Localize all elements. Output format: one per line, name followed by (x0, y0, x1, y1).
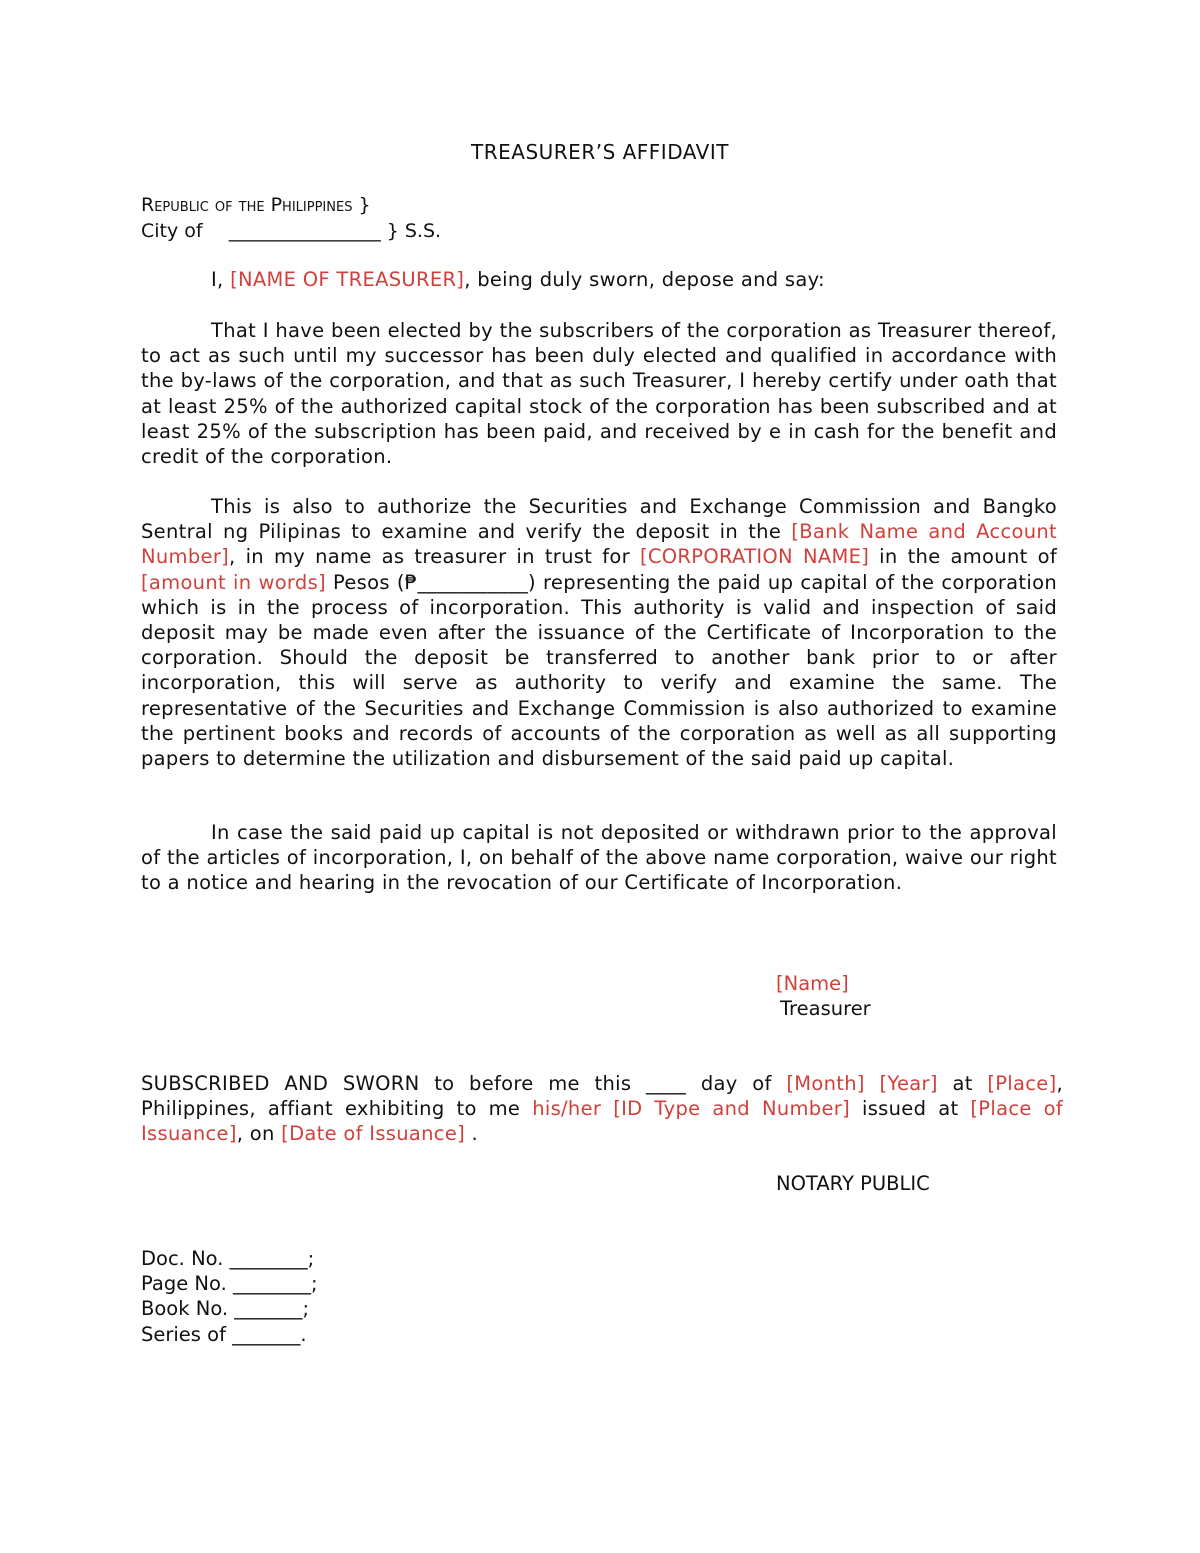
jurat-part6: . (465, 1122, 479, 1146)
jurat-space1 (865, 1072, 880, 1095)
month-placeholder: [Month] (786, 1072, 865, 1095)
venue-city-blank: ________________ (228, 220, 381, 242)
p2-part3: in the amount of (869, 545, 1057, 569)
p2-part4: Pesos (₱___________) representing the paid up capital of the corporation which is in the process of incorporation. This authority is valid and inspection of said deposit may be made even after the issuance of the Certificate of Incorporation to the corporation. Should the deposit be transferred to another bank prior to or after incorporation, this will serve as authority to verify and examine the same. The representative of the Securities and Exchange Commission is also authorized to examine the pertinent books and records of accounts of the corporation as well as all supporting papers to determine the utilization and disbursement of the said paid up capital. (141, 570, 1057, 771)
p2-part2: , in my name as treasurer in trust for (229, 545, 640, 569)
jurat-part2: at (937, 1072, 988, 1095)
intro-line (211, 267, 825, 292)
signatory-title: Treasurer (780, 997, 871, 1020)
pronoun-placeholder: his/her (532, 1097, 602, 1121)
year-placeholder: [Year] (879, 1072, 938, 1095)
venue-republic-brace: } (358, 194, 371, 216)
notary-register-block (141, 1246, 318, 1347)
p2-part1: This is also to authorize the Securities and Exchange Commission and Bangko Sentral ng Pilipinas to examine and verify the deposit in the (141, 495, 1057, 544)
place-placeholder: [Place] (987, 1072, 1057, 1095)
jurat-space2 (601, 1097, 613, 1120)
jurat-paragraph (141, 1071, 1063, 1147)
page-no-line: Page No. ________; (141, 1272, 318, 1296)
jurat-part1: SUBSCRIBED AND SWORN to before me this ____ day of (141, 1072, 787, 1095)
id-placeholder: [ID Type and Number] (613, 1097, 850, 1121)
jurat-part4: issued at (850, 1097, 971, 1121)
paragraph-waiver: In case the said paid up capital is not deposited or withdrawn prior to the approval of the articles of incorporation, I, on behalf of the above name corporation, waive our right to a notice and hearing in the revocation of our Certificate of Incorporation. (141, 821, 1057, 895)
venue-republic-line (141, 192, 441, 218)
notary-public-label: NOTARY PUBLIC (776, 1172, 930, 1195)
treasurer-name-placeholder: [NAME OF TREASURER] (230, 268, 465, 291)
venue-city-line (141, 218, 441, 244)
date-of-issuance-placeholder: [Date of Issuance] (281, 1122, 466, 1146)
corporation-placeholder: [CORPORATION NAME] (639, 545, 870, 569)
intro-prefix: I, (211, 268, 231, 291)
place-of-issuance-placeholder: [Place of Issuance] (141, 1097, 1064, 1146)
venue-city-label: City of (141, 220, 203, 242)
amount-placeholder: [amount in words] (141, 570, 326, 594)
series-line: Series of _______. (141, 1322, 307, 1346)
jurat-part3: , Philippines, affiant exhibiting to me (141, 1072, 1063, 1121)
book-no-line: Book No. _______; (141, 1297, 310, 1321)
venue-block (141, 192, 441, 244)
paragraph-election: That I have been elected by the subscribers of the corporation as Treasurer thereof, to act as such until my successor has been duly elected and qualified in accordance with the by-laws of the corporation, and that as such Treasurer, I hereby certify under oath that at least 25% of the authorized capital stock of the corporation has been subscribed and at least 25% of the subscription has been paid, and received by e in cash for the benefit and credit of the corporation. (141, 319, 1057, 469)
bank-placeholder: [Bank Name and Account Number] (141, 520, 1058, 569)
jurat-part5: , on (236, 1122, 282, 1146)
intro-suffix: , being duly sworn, depose and say: (464, 268, 825, 291)
venue-city-suffix: } S.S. (386, 220, 442, 242)
doc-no-line: Doc. No. ________; (141, 1247, 315, 1270)
document-title: TREASURER’S AFFIDAVIT (471, 140, 729, 164)
paragraph-authorization (141, 494, 1057, 771)
venue-republic: Republic of the Philippines (141, 194, 353, 216)
signatory-name-placeholder: [Name] (776, 972, 849, 995)
